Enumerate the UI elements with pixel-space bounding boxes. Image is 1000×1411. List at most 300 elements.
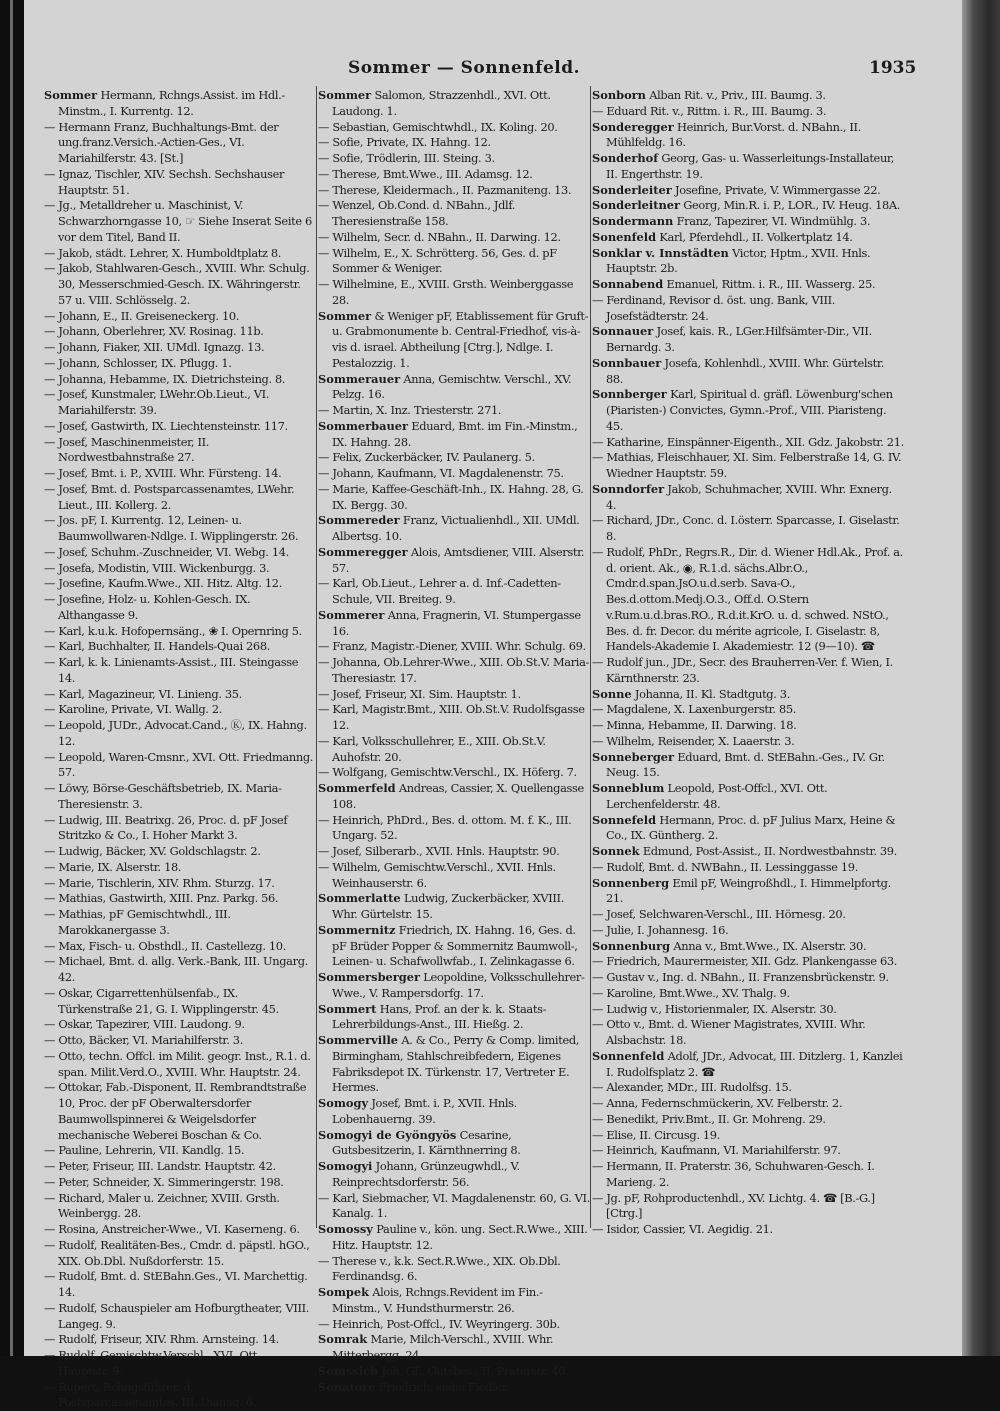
entry-details: Pauline v., kön. ung. Sect.R.Wwe., XIII. Hitz. Hauptstr. 12. (332, 1222, 588, 1252)
directory-entry (318, 1285, 590, 1317)
directory-entry (592, 1002, 904, 1018)
entry-surname: Sonderegger (592, 120, 674, 134)
directory-entry (592, 781, 904, 813)
entry-details: Josef, kais. R., LGer.Hilfsämter-Dir., VII. Bernardg. 3. (606, 324, 872, 354)
entry-details: — Minna, Hebamme, II. Darwing. 18. (592, 718, 796, 732)
directory-entry (44, 1301, 314, 1333)
entry-details: — Sofie, Private, IX. Hahng. 12. (318, 135, 491, 149)
entry-details: — Benedikt, Priv.Bmt., II. Gr. Mohreng. 29. (592, 1112, 826, 1126)
entry-details: Edmund, Post-Assist., II. Nordwestbahnstr. 39. (643, 844, 897, 858)
entry-details: — Mathias, Fleischhauer, XI. Sim. Felberstraße 14, G. IV. Wiedner Hauptstr. 59. (592, 450, 901, 480)
directory-entry (44, 246, 314, 262)
entry-details: Karl, Spiritual d. gräfl. Löwenburg'schen (Piaristen-) Convictes, Gymn.-Prof., VIII. Piaristeng. 45. (606, 387, 893, 433)
entry-details: — Rudolf, Friseur, XIV. Rhm. Arnsteing. 14. (44, 1332, 279, 1346)
directory-entry (44, 876, 314, 892)
entry-details: — Therese, Bmt.Wwe., III. Adamsg. 12. (318, 167, 533, 181)
directory-entry (44, 781, 314, 813)
entry-details: — Wenzel, Ob.Cond. d. NBahn., Jdlf. Theresienstraße 158. (318, 198, 515, 228)
directory-entry (44, 1080, 314, 1143)
page-number: 1935 (869, 58, 916, 78)
directory-entry (44, 1191, 314, 1223)
entry-details: — Peter, Friseur, III. Landstr. Hauptstr. 42. (44, 1159, 276, 1173)
entry-details: — Ferdinand, Revisor d. öst. ung. Bank, VIII. Josefstädterstr. 24. (592, 293, 835, 323)
entry-surname: Sonnauer (592, 324, 653, 338)
entry-details: Josefa, Kohlenhdl., XVIII. Whr. Gürtelstr. 88. (606, 356, 884, 386)
entry-details: — Felix, Zuckerbäcker, IV. Paulanerg. 5. (318, 450, 535, 464)
entry-surname: Sommerville (318, 1033, 398, 1047)
directory-entry (318, 372, 590, 404)
entry-details: Anna v., Bmt.Wwe., IX. Alserstr. 30. (673, 939, 866, 953)
entry-details: — Martin, X. Inz. Triesterstr. 271. (318, 403, 501, 417)
directory-entry (44, 1332, 314, 1348)
directory-entry (44, 592, 314, 624)
entry-details: Emanuel, Rittm. i. R., III. Wasserg. 25. (667, 277, 876, 291)
entry-details: — Josefine, Holz- u. Kohlen-Gesch. IX. Althangasse 9. (44, 592, 250, 622)
entry-details: — Rupert, Rchngsführer. d. Postsparcassenamtes, III. Dianag. 6. (44, 1380, 256, 1410)
directory-entry (44, 513, 314, 545)
directory-entry (318, 687, 590, 703)
directory-entry (592, 844, 904, 860)
entry-details: — Karl, k.u.k. Hofopernsäng., ❀ I. Opernring 5. (44, 624, 302, 638)
entry-details: — Josef, Maschinenmeister, II. Nordwestbahnstraße 27. (44, 435, 209, 465)
directory-entry (592, 702, 904, 718)
directory-entry (318, 1033, 590, 1096)
directory-entry (44, 482, 314, 514)
entry-surname: Sommersberger (318, 970, 420, 984)
entry-details: Emil pF, Weingroßhdl., I. Himmelpfortg. 21. (606, 876, 891, 906)
directory-entry (318, 277, 590, 309)
directory-entry (318, 1191, 590, 1223)
entry-details: Salomon, Strazzenhdl., XVI. Ott. Laudong. 1. (332, 88, 551, 118)
directory-entry (592, 120, 904, 152)
directory-entry (44, 419, 314, 435)
entry-details: — Karl, k. k. Linienamts-Assist., III. Steingasse 14. (44, 655, 298, 685)
directory-entry (318, 151, 590, 167)
directory-entry (44, 576, 314, 592)
entry-details: Eduard, Bmt. im Fin.-Minstm., IX. Hahng. 28. (332, 419, 577, 449)
column-divider (590, 86, 591, 1228)
entry-surname: Sonnek (592, 844, 640, 858)
directory-entry (592, 1049, 904, 1081)
entry-details: — Rudolf jun., JDr., Secr. des Brauherren-Ver. f. Wien, I. Kärnthnerstr. 23. (592, 655, 893, 685)
entry-details: — Magdalene, X. Laxenburgerstr. 85. (592, 702, 796, 716)
directory-entry (592, 1191, 904, 1223)
directory-entry (44, 624, 314, 640)
directory-entry (592, 954, 904, 970)
entry-details: — Gustav v., Ing. d. NBahn., II. Franzensbrückenstr. 9. (592, 970, 889, 984)
directory-entry (592, 104, 904, 120)
directory-entry (44, 907, 314, 939)
directory-entry (44, 120, 314, 167)
directory-entry (44, 1017, 314, 1033)
directory-entry (318, 309, 590, 372)
entry-details: — Oskar, Tapezirer, VIII. Laudong. 9. (44, 1017, 245, 1031)
entry-details: — Katharine, Einspänner-Eigenth., XII. Gdz. Jakobstr. 21. (592, 435, 904, 449)
entry-details: — Peter, Schneider, X. Simmeringerstr. 198. (44, 1175, 284, 1189)
entry-surname: Sommerfeld (318, 781, 396, 795)
directory-entry (318, 970, 590, 1002)
directory-entry (44, 1033, 314, 1049)
entry-details: — Karl, Magazineur, VI. Linieng. 35. (44, 687, 242, 701)
entry-details: Johann, Grünzeugwhdl., V. Reinprechtsdorferstr. 56. (332, 1159, 520, 1189)
directory-entry (592, 293, 904, 325)
entry-surname: Sondermann (592, 214, 673, 228)
entry-details: — Johann, E., II. Greiseneckerg. 10. (44, 309, 239, 323)
entry-surname: Sonatore (318, 1380, 376, 1394)
entry-surname: Somrak (318, 1332, 367, 1346)
entry-details: — Johann, Oberlehrer, XV. Rosinag. 11b. (44, 324, 264, 338)
entry-details: — Mathias, pF Gemischtwhdl., III. Marokkanergasse 3. (44, 907, 231, 937)
entry-details: — Jos. pF, I. Kurrentg. 12, Leinen- u. Baumwollwaren-Ndlge. I. Wipplingerstr. 26. (44, 513, 298, 543)
entry-details: Alois, Rchngs.Revident im Fin.-Minstm., V. Hundsthurmerstr. 26. (332, 1285, 543, 1315)
directory-entry (592, 876, 904, 908)
directory-entry (592, 183, 904, 199)
entry-details: — Wilhelm, Reisender, X. Laaerstr. 3. (592, 734, 794, 748)
entry-details: — Karl, Magistr.Bmt., XIII. Ob.St.V. Rudolfsgasse 12. (318, 702, 585, 732)
directory-column-1 (44, 88, 314, 1411)
directory-entry (592, 1128, 904, 1144)
directory-entry (592, 860, 904, 876)
entry-details: — Josef, Silberarb., XVII. Hnls. Hauptstr. 90. (318, 844, 559, 858)
entry-surname: Sonneblum (592, 781, 664, 795)
entry-details: — Jg. pF, Rohproductenhdl., XV. Lichtg. 4. ☎ [B.-G.] [Ctrg.] (592, 1191, 875, 1221)
entry-details: — Therese v., k.k. Sect.R.Wwe., XIX. Ob.Dbl. Ferdinandsg. 6. (318, 1254, 561, 1284)
entry-details: — Rudolf, Bmt. d. StEBahn.Ges., VI. Marchettig. 14. (44, 1269, 308, 1299)
entry-surname: Sonnenfeld (592, 1049, 664, 1063)
directory-entry (44, 891, 314, 907)
entry-surname: Sommer (318, 88, 371, 102)
directory-entry (592, 450, 904, 482)
directory-entry (592, 88, 904, 104)
scan-left-border (0, 0, 24, 1356)
directory-entry (44, 387, 314, 419)
entry-details: — Rudolf, PhDr., Regrs.R., Dir. d. Wiener Hdl.Ak., Prof. a. d. orient. Ak., ◉, R.1.d. sächs.Albr.O., Cmdr.d.span.JsO.u.d.serb. Sava-O., Bes.d.ottom.Medj.O.3., Off.d. O.Stern v.Rum.u.d.bras.RO., R.d.it.KrO. u. d. schwed. NStO., Bes. d. fr. Decor. du mérite agricole, I. Giselastr. 8, Handels-Akademie I. Akademiestr. 12 (9—10). ☎ (592, 545, 903, 654)
entry-surname: Sonderhof (592, 151, 658, 165)
entry-surname: Sonne (592, 687, 632, 701)
entry-details: Marie, Milch-Verschl., XVIII. Whr. Mitterbergg. 24. (332, 1332, 553, 1362)
entry-details: — Josefa, Modistin, VIII. Wickenburgg. 3. (44, 561, 269, 575)
entry-details: — Wilhelm, Gemischtw.Verschl., XVII. Hnls. Weinhauserstr. 6. (318, 860, 556, 890)
entry-surname: Somogyi (318, 1159, 372, 1173)
directory-entry (318, 765, 590, 781)
directory-entry (592, 387, 904, 434)
entry-details: Franz, Victualienhdl., XII. UMdl. Albertsg. 10. (332, 513, 580, 543)
entry-details: — Isidor, Cassier, VI. Aegidig. 21. (592, 1222, 773, 1236)
directory-entry (44, 655, 314, 687)
entry-details: Heinrich, Bur.Vorst. d. NBahn., II. Mühlfeldg. 16. (606, 120, 861, 150)
directory-entry (44, 813, 314, 845)
entry-details: Georg, Min.R. i. P., LOR., IV. Heug. 18A. (683, 198, 900, 212)
directory-entry (592, 246, 904, 278)
entry-details: — Heinrich, PhDrd., Bes. d. ottom. M. f. K., III. Ungarg. 52. (318, 813, 571, 843)
entry-details: — Jakob, Stahlwaren-Gesch., XVIII. Whr. Schulg. 30, Messerschmied-Gesch. IX. Währingerstr. 57 u. VIII. Schlösselg. 2. (44, 261, 310, 307)
directory-entry (318, 813, 590, 845)
entry-details: — Johann, Schlosser, IX. Pflugg. 1. (44, 356, 232, 370)
directory-entry (44, 639, 314, 655)
entry-details: Andreas, Cassier, X. Quellengasse 108. (332, 781, 584, 811)
entry-surname: Sommernitz (318, 923, 396, 937)
directory-entry (318, 419, 590, 451)
entry-surname: Sonneberger (592, 750, 674, 764)
directory-column-2 (318, 88, 590, 1395)
entry-details: — Rosina, Anstreicher-Wwe., VI. Kaserneng. 6. (44, 1222, 300, 1236)
entry-details: Leopoldine, Volksschullehrer-Wwe., V. Rampersdorfg. 17. (332, 970, 585, 1000)
entry-surname: Sonndorfer (592, 482, 664, 496)
entry-details: Johanna, II. Kl. Stadtgutg. 3. (635, 687, 790, 701)
directory-entry (318, 860, 590, 892)
entry-surname: Sommerbauer (318, 419, 408, 433)
directory-entry (44, 1348, 314, 1380)
entry-details: — Otto, Bäcker, VI. Mariahilferstr. 3. (44, 1033, 243, 1047)
entry-details: Joh. Gf., Gutsbes., II. Praterstr. 40. (382, 1364, 569, 1378)
directory-entry (592, 1096, 904, 1112)
entry-details: & Weniger pF, Etablissement für Gruft- u. Grabmonumente b. Central-Friedhof, vis-à-vis d. israel. Abtheilung [Ctrg.], Ndlge. I. Pestalozzig. 1. (332, 309, 588, 370)
directory-entry (44, 702, 314, 718)
directory-entry (318, 1002, 590, 1034)
directory-entry (44, 545, 314, 561)
directory-entry (592, 923, 904, 939)
directory-entry (592, 734, 904, 750)
entry-details: — Jg., Metalldreher u. Maschinist, V. Schwarzhorngasse 10, ☞ Siehe Inserat Seite 6 vor dem Titel, Band II. (44, 198, 312, 244)
directory-entry (44, 986, 314, 1018)
directory-entry (44, 372, 314, 388)
directory-entry (592, 970, 904, 986)
directory-entry (318, 1128, 590, 1160)
directory-entry (318, 734, 590, 766)
entry-details: — Rudolf, Schauspieler am Hofburgtheater, VIII. Langeg. 9. (44, 1301, 309, 1331)
entry-details: — Mathias, Gastwirth, XIII. Pnz. Parkg. 56. (44, 891, 278, 905)
directory-entry (318, 923, 590, 970)
entry-surname: Sonnabend (592, 277, 663, 291)
directory-entry (318, 702, 590, 734)
entry-details: — Ignaz, Tischler, XIV. Sechsh. Sechshauser Hauptstr. 51. (44, 167, 284, 197)
entry-surname: Sommeregger (318, 545, 408, 559)
directory-entry (44, 939, 314, 955)
entry-details: — Leopold, Waren-Cmsnr., XVI. Ott. Friedmanng. 57. (44, 750, 313, 780)
entry-surname: Sonenfeld (592, 230, 656, 244)
entry-surname: Sonnenberg (592, 876, 669, 890)
directory-entry (318, 1159, 590, 1191)
entry-details: Karl, Pferdehdl., II. Volkertplatz 14. (659, 230, 852, 244)
directory-entry (44, 718, 314, 750)
directory-entry (44, 844, 314, 860)
directory-entry (318, 545, 590, 577)
directory-entry (44, 1238, 314, 1270)
entry-details: — Wilhelm, E., X. Schrötterg. 56, Ges. d. pF Sommer & Weniger. (318, 246, 557, 276)
directory-column-3 (592, 88, 904, 1238)
directory-entry (44, 1049, 314, 1081)
entry-details: — Hermann Franz, Buchhaltungs-Bmt. der ung.franz.Versich.-Actien-Ges., VI. Mariahilferstr. 43. [St.] (44, 120, 278, 166)
directory-entry (318, 466, 590, 482)
directory-entry (318, 1317, 590, 1333)
entry-details: — Pauline, Lehrerin, VII. Kandlg. 15. (44, 1143, 244, 1157)
directory-entry (592, 655, 904, 687)
entry-details: — Wilhelmine, E., XVIII. Grsth. Weinberggasse 28. (318, 277, 573, 307)
page-title: Sommer — Sonnenfeld. (24, 58, 904, 78)
directory-entry (592, 750, 904, 782)
directory-entry (318, 403, 590, 419)
directory-entry (44, 167, 314, 199)
entry-surname: Somssich (318, 1364, 378, 1378)
entry-details: Friedrich, IX. Hahng. 16, Ges. d. pF Brüder Popper & Sommernitz Baumwoll-, Leinen- u. Schafwollwfab., I. Zelinkagasse 6. (332, 923, 578, 969)
entry-details: — Karl, Ob.Lieut., Lehrer a. d. Inf.-Cadetten-Schule, VII. Breiteg. 9. (318, 576, 561, 606)
directory-entry (318, 639, 590, 655)
directory-entry (44, 88, 314, 120)
directory-entry (592, 324, 904, 356)
directory-entry (318, 781, 590, 813)
directory-entry (592, 198, 904, 214)
entry-surname: Sommerauer (318, 372, 400, 386)
entry-details: — Josef, Kunstmaler, LWehr.Ob.Lieut., VI. Mariahilferstr. 39. (44, 387, 269, 417)
entry-details: — Josefine, Kaufm.Wwe., XII. Hitz. Altg. 12. (44, 576, 282, 590)
entry-details: — Leopold, JUDr., Advocat.Cand., Ⓚ, IX. Hahng. 12. (44, 718, 307, 748)
directory-entry (318, 167, 590, 183)
entry-details: — Karoline, Private, VI. Wallg. 2. (44, 702, 222, 716)
entry-details: — Josef, Bmt. i. P., XVIII. Whr. Fürsteng. 14. (44, 466, 281, 480)
directory-entry (44, 1159, 314, 1175)
entry-details: — Hermann, II. Praterstr. 36, Schuhwaren-Gesch. I. Marieng. 2. (592, 1159, 875, 1189)
entry-details: — Richard, JDr., Conc. d. I.österr. Sparcasse, I. Giselastr. 8. (592, 513, 899, 543)
entry-details: Georg, Gas- u. Wasserleitungs-Installateur, II. Engerthstr. 19. (606, 151, 894, 181)
entry-details: — Josef, Friseur, XI. Sim. Hauptstr. 1. (318, 687, 521, 701)
directory-entry (44, 561, 314, 577)
directory-entry (44, 687, 314, 703)
entry-details: — Ludwig v., Historienmaler, IX. Alserstr. 30. (592, 1002, 837, 1016)
directory-entry (44, 954, 314, 986)
entry-details: — Rudolf, Realitäten-Bes., Cmdr. d. päpstl. hGO., XIX. Ob.Dbl. Nußdorferstr. 15. (44, 1238, 310, 1268)
entry-surname: Sommerlatte (318, 891, 401, 905)
entry-surname: Sommert (318, 1002, 376, 1016)
directory-entry (592, 1112, 904, 1128)
entry-surname: Sompek (318, 1285, 369, 1299)
directory-entry (318, 1364, 590, 1380)
entry-details: — Jakob, städt. Lehrer, X. Humboldtplatz 8. (44, 246, 281, 260)
directory-entry (592, 986, 904, 1002)
entry-details: — Ludwig, Bäcker, XV. Goldschlagstr. 2. (44, 844, 261, 858)
directory-entry (318, 608, 590, 640)
directory-entry (592, 513, 904, 545)
entry-details: — Elise, II. Circusg. 19. (592, 1128, 720, 1142)
directory-entry (44, 466, 314, 482)
directory-entry (592, 939, 904, 955)
scan-right-edge (962, 0, 1000, 1356)
directory-entry (592, 1143, 904, 1159)
entry-details: — Karoline, Bmt.Wwe., XV. Thalg. 9. (592, 986, 790, 1000)
directory-entry (592, 907, 904, 923)
entry-details: — Heinrich, Kaufmann, VI. Mariahilferstr. 97. (592, 1143, 841, 1157)
directory-entry (44, 261, 314, 308)
directory-entry (318, 246, 590, 278)
entry-surname: Sommer (318, 309, 371, 323)
entry-details: Josef, Bmt. i. P., XVII. Hnls. Lobenhauerng. 39. (332, 1096, 517, 1126)
directory-entry (44, 435, 314, 467)
directory-entry (44, 1269, 314, 1301)
directory-entry (592, 1159, 904, 1191)
entry-details: — Sofie, Trödlerin, III. Steing. 3. (318, 151, 495, 165)
directory-entry (318, 135, 590, 151)
entry-details: — Alexander, MDr., III. Rudolfsg. 15. (592, 1080, 792, 1094)
entry-details: Anna, Gemischtw. Verschl., XV. Pelzg. 16. (332, 372, 571, 402)
entry-details: Josefine, Private, V. Wimmergasse 22. (675, 183, 880, 197)
entry-details: Adolf, JDr., Advocat, III. Ditzlerg. 1, Kanzlei I. Rudolfsplatz 2. ☎ (606, 1049, 902, 1079)
entry-details: — Franz, Magistr.-Diener, XVIII. Whr. Schulg. 69. (318, 639, 586, 653)
entry-surname: Sommerer (318, 608, 384, 622)
directory-entry (318, 576, 590, 608)
entry-details: — Max, Fisch- u. Obsthdl., II. Castellezg. 10. (44, 939, 286, 953)
directory-entry (318, 1380, 590, 1396)
entry-surname: Somogyi de Gyöngyös (318, 1128, 456, 1142)
directory-entry (318, 513, 590, 545)
entry-details: Franz, Tapezirer, VI. Windmühlg. 3. (677, 214, 871, 228)
entry-surname: Sonborn (592, 88, 646, 102)
entry-details: — Oskar, Cigarrettenhülsenfab., IX. Türkenstraße 21, G. I. Wipplingerstr. 45. (44, 986, 279, 1016)
directory-entry (44, 1143, 314, 1159)
directory-entry (318, 88, 590, 120)
entry-surname: Sonnberger (592, 387, 667, 401)
directory-entry (592, 687, 904, 703)
entry-details: Leopold, Post-Offcl., XVI. Ott. Lerchenfelderstr. 48. (606, 781, 827, 811)
directory-entry (44, 1175, 314, 1191)
directory-entry (44, 309, 314, 325)
entry-details: A. & Co., Perry & Comp. limited, Birmingham, Stahlschreibfedern, Eigenes Fabriksdepot IX. Türkenstr. 17, Vertreter E. Hermes. (332, 1033, 579, 1094)
directory-entry (592, 435, 904, 451)
directory-entry (592, 356, 904, 388)
entry-details: Hans, Prof. an der k. k. Staats-Lehrerbildungs-Anst., III. Hießg. 2. (332, 1002, 546, 1032)
directory-entry (592, 545, 904, 655)
directory-entry (592, 1080, 904, 1096)
entry-details: — Richard, Maler u. Zeichner, XVIII. Grsth. Weinbergg. 28. (44, 1191, 280, 1221)
directory-entry (592, 277, 904, 293)
directory-entry (592, 482, 904, 514)
directory-entry (318, 844, 590, 860)
entry-details: — Rudolf, Gemischtw.Verschl., XVI. Ott. Hauptstr. 9. (44, 1348, 260, 1378)
directory-entry (592, 214, 904, 230)
entry-details: — Friedrich, Maurermeister, XII. Gdz. Plankengasse 63. (592, 954, 897, 968)
directory-entry (592, 1017, 904, 1049)
directory-entry (318, 482, 590, 514)
entry-details: — Otto, techn. Offcl. im Milit. geogr. Inst., R.1. d. span. Milit.Verd.O., XVIII. Whr. Hauptstr. 24. (44, 1049, 311, 1079)
directory-entry (592, 1222, 904, 1238)
entry-details: — Michael, Bmt. d. allg. Verk.-Bank, III. Ungarg. 42. (44, 954, 308, 984)
entry-details: — Marie, IX. Alserstr. 18. (44, 860, 181, 874)
directory-entry (318, 1096, 590, 1128)
entry-details: — Karl, Siebmacher, VI. Magdalenenstr. 60, G. VI. Kanalg. 1. (318, 1191, 590, 1221)
entry-details: — Johann, Kaufmann, VI. Magdalenenstr. 75. (318, 466, 564, 480)
entry-details: Hermann, Proc. d. pF Julius Marx, Heine & Co., IX. Güntherg. 2. (606, 813, 895, 843)
entry-details: — Otto v., Bmt. d. Wiener Magistrates, XVIII. Whr. Alsbachstr. 18. (592, 1017, 865, 1047)
directory-entry (44, 1222, 314, 1238)
entry-surname: Sommer (44, 88, 97, 102)
entry-details: — Josef, Schuhm.-Zuschneider, VI. Webg. 14. (44, 545, 289, 559)
directory-entry (318, 183, 590, 199)
entry-details: Alban Rit. v., Priv., III. Baumg. 3. (649, 88, 825, 102)
entry-details: — Marie, Kaffee-Geschäft-Inh., IX. Hahng. 28, G. IX. Bergg. 30. (318, 482, 584, 512)
directory-entry (592, 718, 904, 734)
entry-details: — Karl, Buchhalter, II. Handels-Quai 268. (44, 639, 270, 653)
entry-surname: Sonklar v. Innstädten (592, 246, 729, 260)
directory-entry (44, 340, 314, 356)
entry-details: — Josef, Selchwaren-Verschl., III. Hörnesg. 20. (592, 907, 846, 921)
directory-entry (44, 750, 314, 782)
entry-details: — Sebastian, Gemischtwhdl., IX. Koling. 20. (318, 120, 558, 134)
directory-entry (592, 813, 904, 845)
entry-details: Hermann, Rchngs.Assist. im Hdl.-Minstm., I. Kurrentg. 12. (58, 88, 285, 118)
entry-details: — Wilhelm, Secr. d. NBahn., II. Darwing. 12. (318, 230, 561, 244)
entry-details: — Marie, Tischlerin, XIV. Rhm. Sturzg. 17. (44, 876, 275, 890)
directory-entry (318, 655, 590, 687)
entry-details: — Anna, Federnschmückerin, XV. Felberstr. 2. (592, 1096, 842, 1110)
directory-entry (318, 1332, 590, 1364)
